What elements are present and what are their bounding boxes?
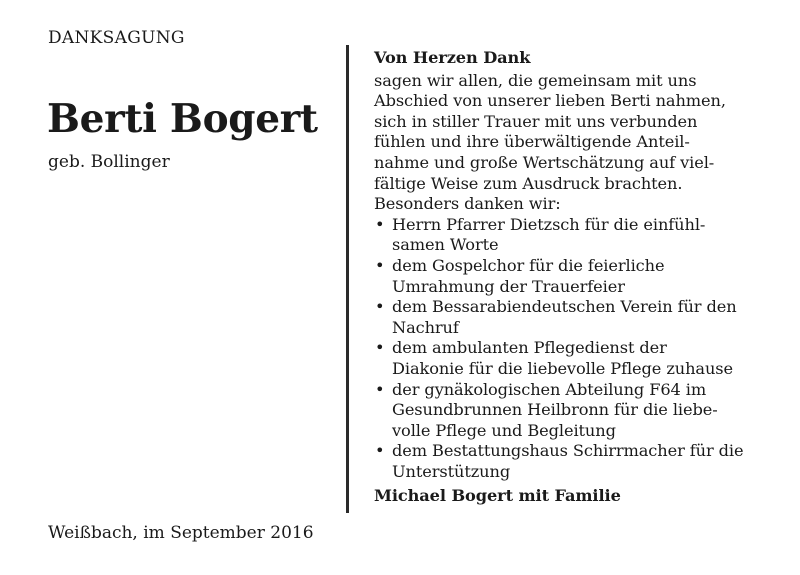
list-item xyxy=(374,338,774,379)
body-line: nahme und große Wertschätzung auf viel- xyxy=(374,152,715,172)
bullet-icon: • xyxy=(375,214,385,234)
list-item xyxy=(374,215,774,256)
list-item-line: der gynäkologischen Abteilung F64 im xyxy=(392,379,707,399)
body-line: sagen wir allen, die gemeinsam mit uns xyxy=(374,70,697,90)
list-item xyxy=(374,256,774,297)
list-item xyxy=(374,297,774,338)
list-item-line: Nachruf xyxy=(392,317,459,337)
body-line: Abschied von unserer lieben Berti nahmen, xyxy=(374,91,726,111)
list-item-line: dem Bessarabiendeutschen Verein für den xyxy=(392,297,737,317)
bullet-icon: • xyxy=(375,338,385,358)
list-item-line: dem Gospelchor für die feierliche xyxy=(392,255,665,275)
list-item xyxy=(374,441,774,482)
body-line: sich in stiller Trauer mit uns verbunden xyxy=(374,111,698,131)
vertical-divider xyxy=(346,45,349,513)
list-item-line: dem ambulanten Pflegedienst der xyxy=(392,338,667,358)
message-title: Von Herzen Dank xyxy=(374,48,531,67)
thanks-list xyxy=(374,215,774,483)
bullet-icon: • xyxy=(375,441,385,461)
list-item-line: Diakonie für die liebevolle Pflege zuhause xyxy=(392,358,733,378)
list-item-line: samen Worte xyxy=(392,235,499,255)
list-item-line: dem Bestattungshaus Schirrmacher für die xyxy=(392,441,744,461)
signature: Michael Bogert mit Familie xyxy=(374,486,621,506)
body-line: fältige Weise zum Ausdruck brachten. xyxy=(374,173,683,193)
notice-heading: DANKSAGUNG xyxy=(48,28,185,48)
list-item-line: Gesundbrunnen Heilbronn für die liebe- xyxy=(392,400,718,420)
list-item-line: Herrn Pfarrer Dietzsch für die einfühl- xyxy=(392,214,706,234)
birth-name: geb. Bollinger xyxy=(48,152,170,172)
body-line: Besonders danken wir: xyxy=(374,194,561,214)
list-item xyxy=(374,380,774,442)
bullet-icon: • xyxy=(375,379,385,399)
deceased-name: Berti Bogert xyxy=(47,96,318,142)
body-line: fühlen und ihre überwältigende Anteil- xyxy=(374,132,690,152)
bullet-icon: • xyxy=(375,255,385,275)
bullet-icon: • xyxy=(375,297,385,317)
list-item-line: Umrahmung der Trauerfeier xyxy=(392,276,625,296)
list-item-line: Unterstützung xyxy=(392,461,511,481)
thanks-message xyxy=(374,48,774,507)
list-item-line: volle Pflege und Begleitung xyxy=(392,420,616,440)
place-date: Weißbach, im September 2016 xyxy=(48,523,314,543)
